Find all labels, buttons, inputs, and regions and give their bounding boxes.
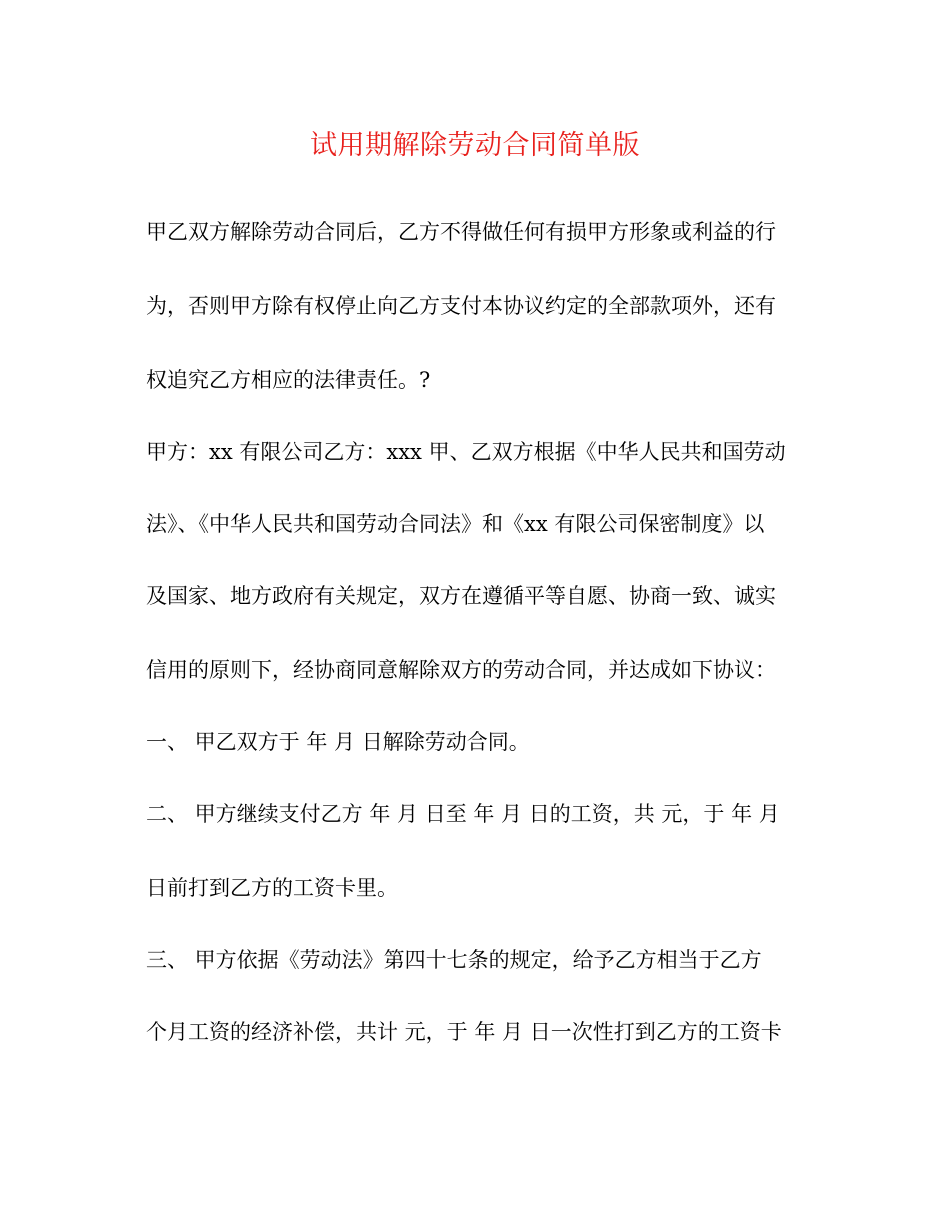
body-line: 二、 甲方继续支付乙方 年 月 日至 年 月 日的工资，共 元，于 年 月	[146, 802, 780, 826]
body-line: 信用的原则下，经协商同意解除双方的劳动合同，并达成如下协议：	[146, 658, 776, 682]
body-line: 及国家、地方政府有关规定，双方在遵循平等自愿、协商一致、诚实	[146, 584, 776, 608]
body-line: 个月工资的经济补偿，共计 元，于 年 月 日一次性打到乙方的工资卡	[146, 1020, 782, 1044]
document-title: 试用期解除劳动合同简单版	[310, 130, 640, 161]
body-line: 法》、《中华人民共和国劳动合同法》和《xx 有限公司保密制度》以	[146, 512, 765, 536]
body-line: 为，否则甲方除有权停止向乙方支付本协议约定的全部款项外，还有	[146, 294, 776, 318]
body-line: 日前打到乙方的工资卡里。	[146, 876, 398, 900]
body-line: 三、 甲方依据《劳动法》第四十七条的规定，给予乙方相当于乙方	[146, 948, 762, 972]
body-line: 一、 甲乙双方于 年 月 日解除劳动合同。	[146, 730, 530, 754]
body-line: 甲乙双方解除劳动合同后，乙方不得做任何有损甲方形象或利益的行	[146, 220, 776, 244]
body-line: 甲方：xx 有限公司乙方：xxx 甲、乙双方根据《中华人民共和国劳动	[146, 440, 786, 464]
body-line: 权追究乙方相应的法律责任。?	[146, 368, 431, 392]
